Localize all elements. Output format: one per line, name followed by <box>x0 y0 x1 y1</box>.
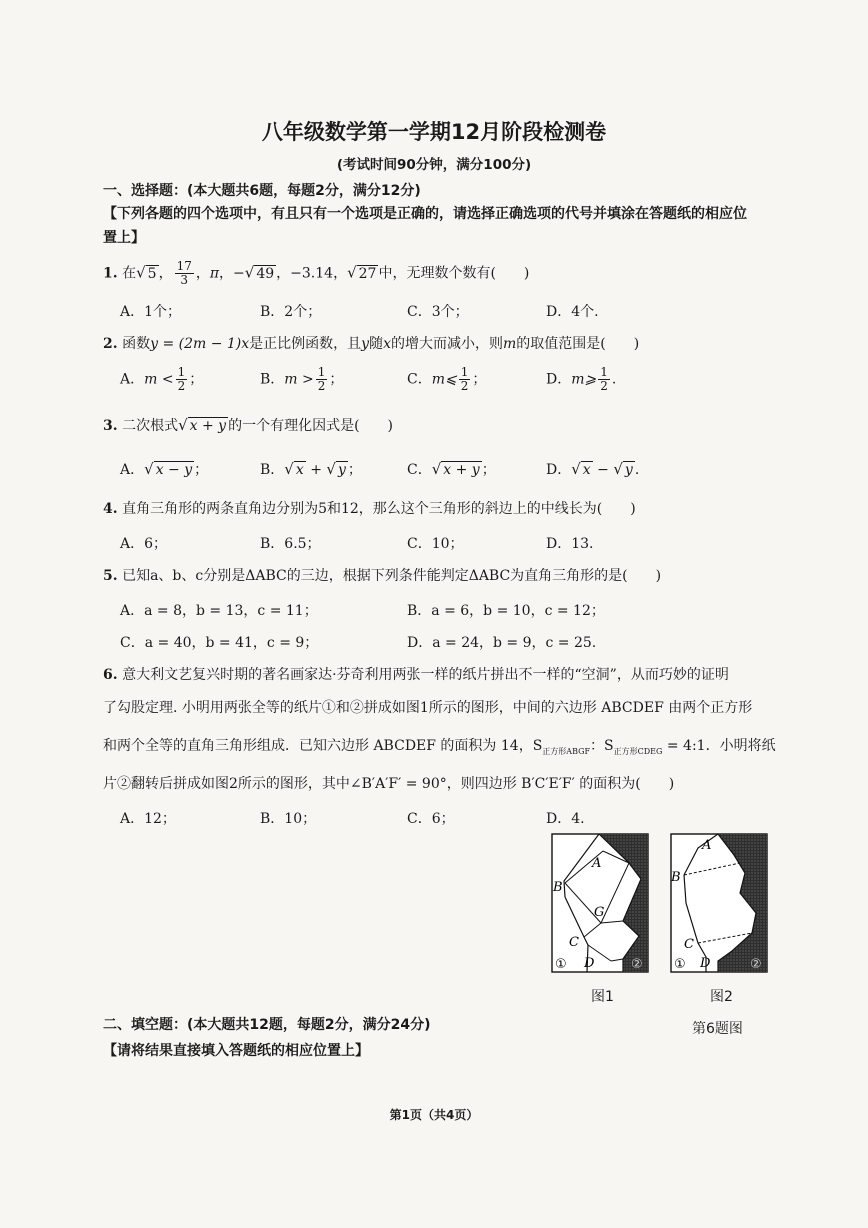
q1-decimal: −3.14 <box>290 265 334 282</box>
q3-option-d: D．√ x − √ y . <box>546 460 640 478</box>
q1-sqrt49: 49 <box>256 265 275 282</box>
q4-option-c: C．10； <box>407 536 464 552</box>
fig2-label-a: A <box>702 838 712 853</box>
q3-option-c: C．√ x + y ； <box>407 460 496 478</box>
q4-option-d: D．13. <box>546 536 594 552</box>
exam-info: (考试时间90分钟，满分100分) <box>336 157 532 173</box>
fig1-label-b: B <box>553 880 563 895</box>
q2-text-a: 函数 <box>122 336 151 352</box>
q1-pi: π <box>209 265 220 282</box>
fig1-label-g: G <box>594 905 605 920</box>
q5-option-d: D．a = 24，b = 9，c = 25. <box>407 635 597 651</box>
figure-1-label: 图1 <box>591 989 614 1005</box>
figure-2-label: 图2 <box>710 989 733 1005</box>
q3-number: 3. <box>103 418 118 434</box>
sqrt-symbol: √ <box>244 263 255 282</box>
q3-radicand: x + y <box>189 418 227 434</box>
question-6-line1: 6. 意大利文艺复兴时期的著名画家达·芬奇利用两张一样的纸片拼出不一样的“空洞”，从而巧妙的证明 <box>103 667 729 683</box>
fig2-label-b: B <box>671 870 681 885</box>
q2-option-b: B．m > $\frac{1}{2}$ ； <box>260 365 344 393</box>
q3-text-b: 的一个有理化因式是( ) <box>228 418 394 434</box>
q2-text-e: 的取值范围是( ) <box>516 336 640 352</box>
question-4: 4. 直角三角形的两条直角边分别为5和12，那么这个三角形的斜边上的中线长为( ) <box>103 501 636 517</box>
q1-sqrt27: 27 <box>358 265 377 282</box>
q1-minus: − <box>233 265 245 282</box>
fig2-label-circle1: ① <box>674 957 686 972</box>
fig1-label-circle1: ① <box>555 957 567 972</box>
q2-option-a: A．m < $\frac{1}{2}$ ； <box>120 365 204 393</box>
sqrt-symbol: √ <box>136 263 146 282</box>
section1-instruction-line2: 置上】 <box>103 230 145 246</box>
figure-2 <box>670 833 768 973</box>
q1-option-c: C．3个； <box>407 304 469 320</box>
fig2-label-c: C <box>684 937 694 952</box>
q6-option-d: D．4. <box>546 811 585 827</box>
q2-text-c: 随 <box>369 336 384 352</box>
question-6-line2: 了勾股定理. 小明用两张全等的纸片①和②拼成如图1所示的图形，中间的六边形 ABCDEF 由两个正方形 <box>103 700 753 716</box>
fig1-label-a: A <box>592 856 602 871</box>
q6-option-a: A．12； <box>120 811 176 827</box>
q2-text-b: 是正比例函数，且 <box>249 336 362 352</box>
sqrt-symbol: √ <box>347 263 357 282</box>
q2-option-d: D．m⩾ $\frac{1}{2}$ . <box>546 365 617 393</box>
figure-1 <box>551 833 649 973</box>
q3-text-a: 二次根式 <box>122 418 179 434</box>
q4-option-a: A．6； <box>120 536 168 552</box>
section1-instruction-line1: 【下列各题的四个选项中，有且只有一个选项是正确的，请选择正确选项的代号并填涂在答题纸的相应位 <box>103 206 747 222</box>
q5-option-c: C．a = 40，b = 41，c = 9； <box>120 635 319 651</box>
fig1-label-c: C <box>569 935 579 950</box>
q2-var-m: m <box>503 336 517 352</box>
q2-var-y: y <box>361 336 370 352</box>
q1-option-a: A．1个； <box>120 304 182 320</box>
question-6-line4: 片②翻转后拼成如图2所示的图形，其中∠B′A′F′ = 90°，则四边形 B′C′E′F′ 的面积为( ) <box>103 776 675 792</box>
q1-option-b: B．2个； <box>260 304 322 320</box>
q2-number: 2. <box>103 336 118 352</box>
q2-var-x: x <box>383 336 391 352</box>
q1-pre: 在 <box>122 265 137 282</box>
q4-option-b: B．6.5； <box>260 536 321 552</box>
q6-option-c: C．6； <box>407 811 455 827</box>
page-title: 八年级数学第一学期12月阶段检测卷 <box>261 120 607 144</box>
question-1: 1. 在√ 5 ， $\frac{17}{3}$ ，π，−√ 49 ，−3.14，√ 27 中，无理数个数有( ) <box>103 259 530 287</box>
q3-option-a: A．√ x − y ； <box>120 460 209 478</box>
q1-option-d: D．4个. <box>546 304 599 320</box>
q1-sqrt5: 5 <box>147 265 157 282</box>
section1-heading: 一、选择题：(本大题共6题，每题2分，满分12分) <box>103 183 421 199</box>
q1-fraction: $\frac{17}{3}$ <box>176 259 192 287</box>
question-5: 5. 已知a、b、c分别是ΔABC的三边，根据下列条件能判定ΔABC为直角三角形的是( ) <box>103 568 662 584</box>
fig2-label-d: D <box>700 956 711 971</box>
q2-expression: y = (2m − 1)x <box>150 336 250 352</box>
q1-number: 1. <box>103 265 118 282</box>
q6-option-b: B．10； <box>260 811 317 827</box>
fig1-label-circle2: ② <box>631 957 643 972</box>
fig1-label-d: D <box>584 956 595 971</box>
fig2-label-circle2: ② <box>750 957 762 972</box>
section2-instruction: 【请将结果直接填入答题纸的相应位置上】 <box>103 1043 369 1059</box>
q5-option-a: A．a = 8，b = 13，c = 11； <box>120 603 318 619</box>
page-footer: 第1页（共4页） <box>389 1108 479 1122</box>
question-2 <box>103 333 639 353</box>
figure-caption: 第6题图 <box>692 1021 743 1037</box>
q2-option-c: C．m⩽ $\frac{1}{2}$ ； <box>407 365 487 393</box>
q3-option-b: B．√ x + √ y ； <box>260 460 362 478</box>
section2-heading: 二、填空题：(本大题共12题，每题2分，满分24分) <box>103 1017 431 1033</box>
q2-text-d: 的增大而减小，则 <box>391 336 503 352</box>
sqrt-symbol: √ <box>178 416 188 434</box>
question-3 <box>103 415 393 435</box>
question-6-line3: 和两个全等的直角三角形组成．已知六边形 ABCDEF 的面积为 14，$S_{正方形ABGF}$：$S_{正方形CDEG}$ = 4:1．小明将纸 <box>103 738 776 756</box>
q5-option-b: B．a = 6，b = 10，c = 12； <box>407 603 605 619</box>
q1-post: 中，无理数个数有( ) <box>378 265 530 282</box>
